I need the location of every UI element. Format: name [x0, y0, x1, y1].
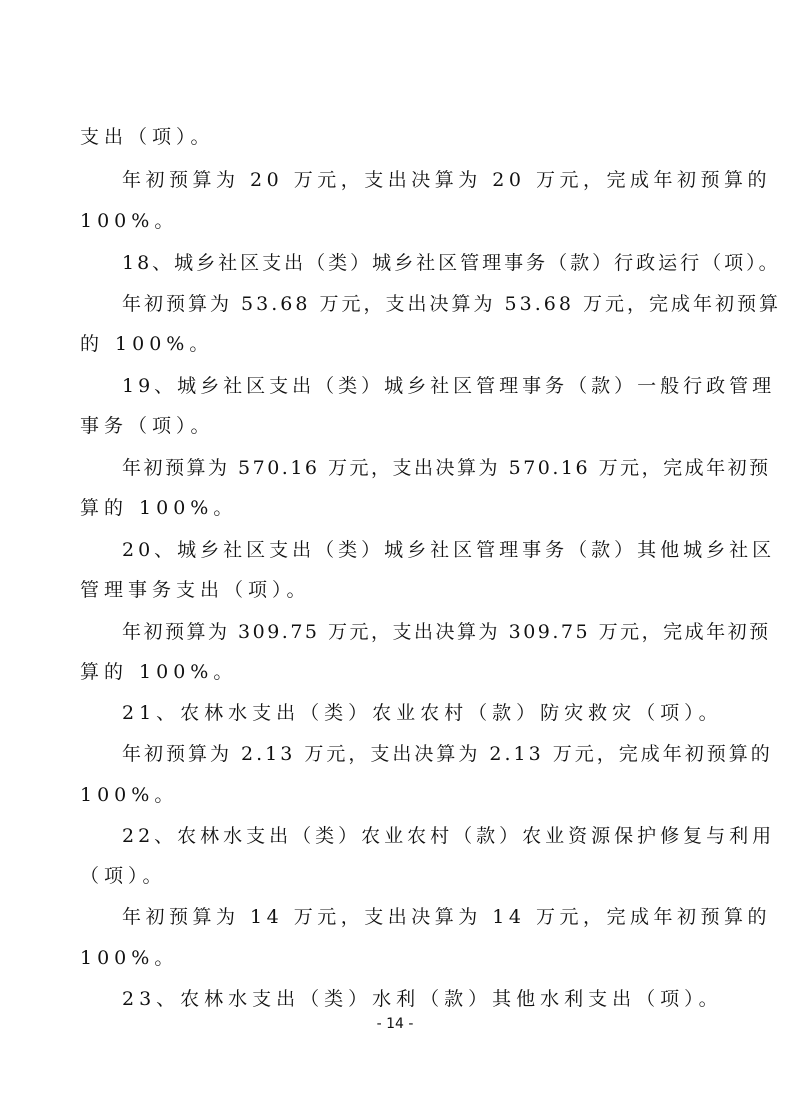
text-line: 100%。: [80, 784, 179, 806]
page-number: - 14 -: [376, 1016, 414, 1032]
text-line: 年初预算为 2.13 万元，支出决算为 2.13 万元，完成年初预算的: [122, 743, 773, 765]
text-line: 21、农林水支出（类）农业农村（款）防灾救灾（项）。: [122, 702, 723, 724]
text-line: 年初预算为 20 万元，支出决算为 20 万元，完成年初预算的: [122, 169, 772, 191]
text-line: 20、城乡社区支出（类）城乡社区管理事务（款）其他城乡社区: [122, 539, 776, 561]
text-line: 年初预算为 309.75 万元，支出决算为 309.75 万元，完成年初预: [122, 621, 771, 643]
text-line: 年初预算为 14 万元，支出决算为 14 万元，完成年初预算的: [122, 906, 772, 928]
text-line: 算的 100%。: [80, 497, 238, 519]
text-line: 100%。: [80, 947, 179, 969]
text-line: （项）。: [80, 865, 167, 887]
text-line: 100%。: [80, 210, 179, 232]
text-line: 支出（项）。: [80, 126, 215, 148]
text-line: 算的 100%。: [80, 661, 238, 683]
text-line: 事务（项）。: [80, 415, 215, 437]
text-line: 19、城乡社区支出（类）城乡社区管理事务（款）一般行政管理: [122, 375, 776, 397]
text-line: 年初预算为 570.16 万元，支出决算为 570.16 万元，完成年初预: [122, 457, 771, 479]
text-line: 22、农林水支出（类）农业农村（款）农业资源保护修复与利用: [122, 825, 776, 847]
text-line: 的 100%。: [80, 333, 214, 355]
text-line: 管理事务支出（项）。: [80, 579, 311, 601]
text-line: 18、城乡社区支出（类）城乡社区管理事务（款）行政运行（项）。: [122, 252, 781, 274]
text-line: 年初预算为 53.68 万元，支出决算为 53.68 万元，完成年初预算: [122, 293, 781, 315]
text-line: 23、农林水支出（类）水利（款）其他水利支出（项）。: [122, 988, 723, 1010]
